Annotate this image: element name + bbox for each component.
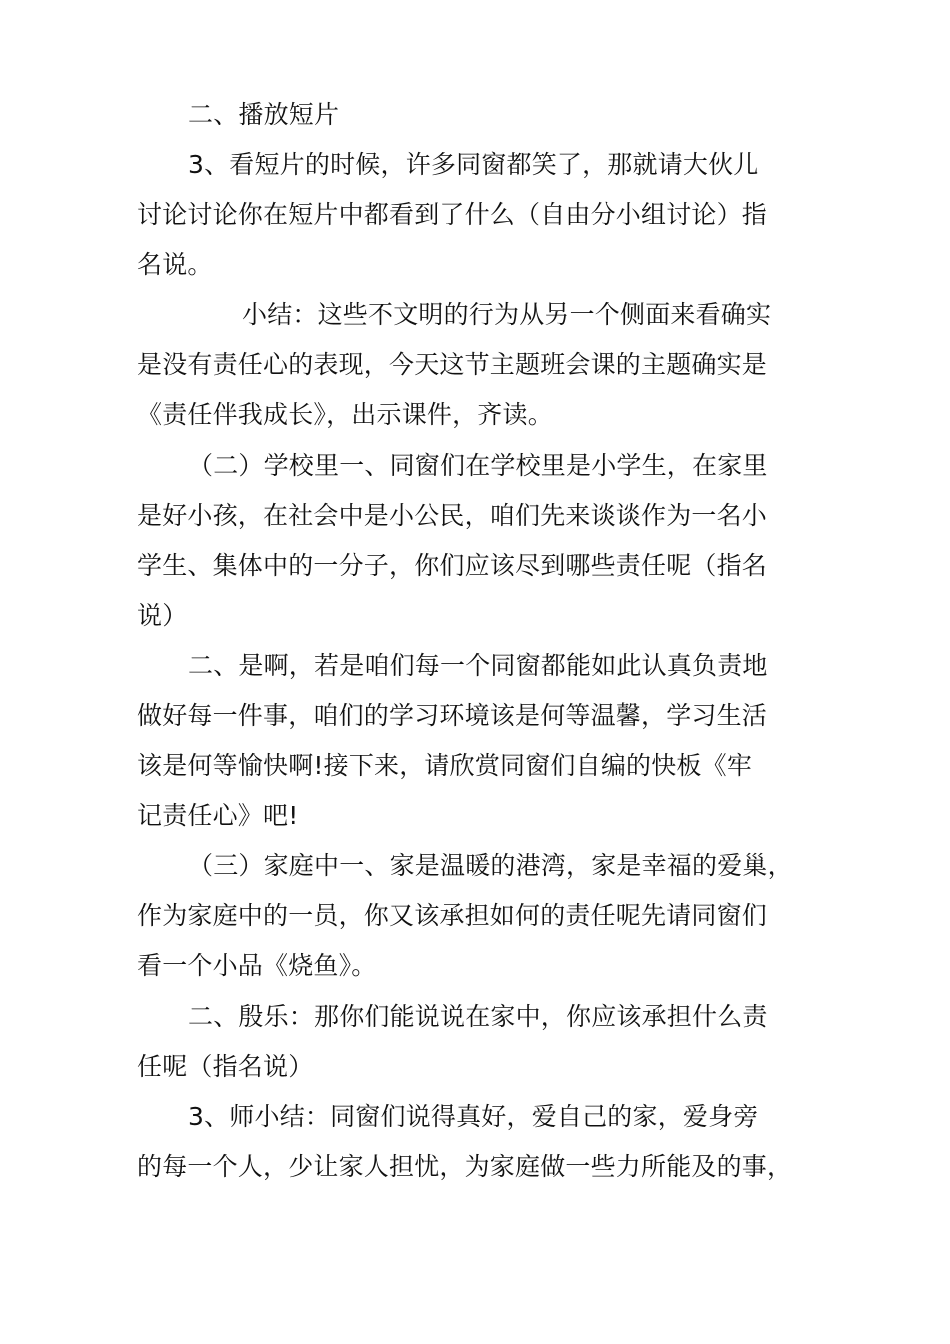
text-line: 任呢（指名说） [137,1052,314,1081]
text-line: 学生、集体中的一分子，你们应该尽到哪些责任呢（指名 [137,551,768,580]
text-line: （三）家庭中一、家是温暖的港湾，家是幸福的爱巢， [188,851,793,880]
text-line: 是好小孩，在社会中是小公民，咱们先来谈谈作为一名小 [137,501,768,530]
text-line: 是没有责任心的表现，今天这节主题班会课的主题确实是 [137,350,768,379]
text-line: 看一个小品《烧鱼》。 [137,951,377,980]
text-line: 小结：这些不文明的行为从另一个侧面来看确实 [242,300,772,329]
text-line: 二、殷乐：那你们能说说在家中，你应该承担什么责 [188,1002,768,1031]
text-line: 讨论讨论你在短片中都看到了什么（自由分小组讨论）指 [137,200,768,229]
text-line: 3、看短片的时候，许多同窗都笑了，那就请大伙儿 [188,150,759,179]
text-line: 做好每一件事，咱们的学习环境该是何等温馨，学习生活 [137,701,768,730]
text-line: 的每一个人，少让家人担忧，为家庭做一些力所能及的事， [137,1152,793,1181]
text-line: 该是何等愉快啊!接下来，请欣赏同窗们自编的快板《牢 [137,751,753,780]
text-line: 二、是啊，若是咱们每一个同窗都能如此认真负责地 [188,651,768,680]
text-line: 作为家庭中的一员，你又该承担如何的责任呢先请同窗们 [137,901,768,930]
text-line: （二）学校里一、同窗们在学校里是小学生，在家里 [188,451,768,480]
text-line: 3、师小结：同窗们说得真好，爱自己的家，爱身旁 [188,1102,759,1131]
text-line: 记责任心》吧! [137,801,299,830]
text-line: 《责任伴我成长》，出示课件，齐读。 [137,400,553,429]
text-line: 说） [137,601,188,630]
text-line: 名说。 [137,250,213,279]
text-line: 二、播放短片 [188,100,340,129]
